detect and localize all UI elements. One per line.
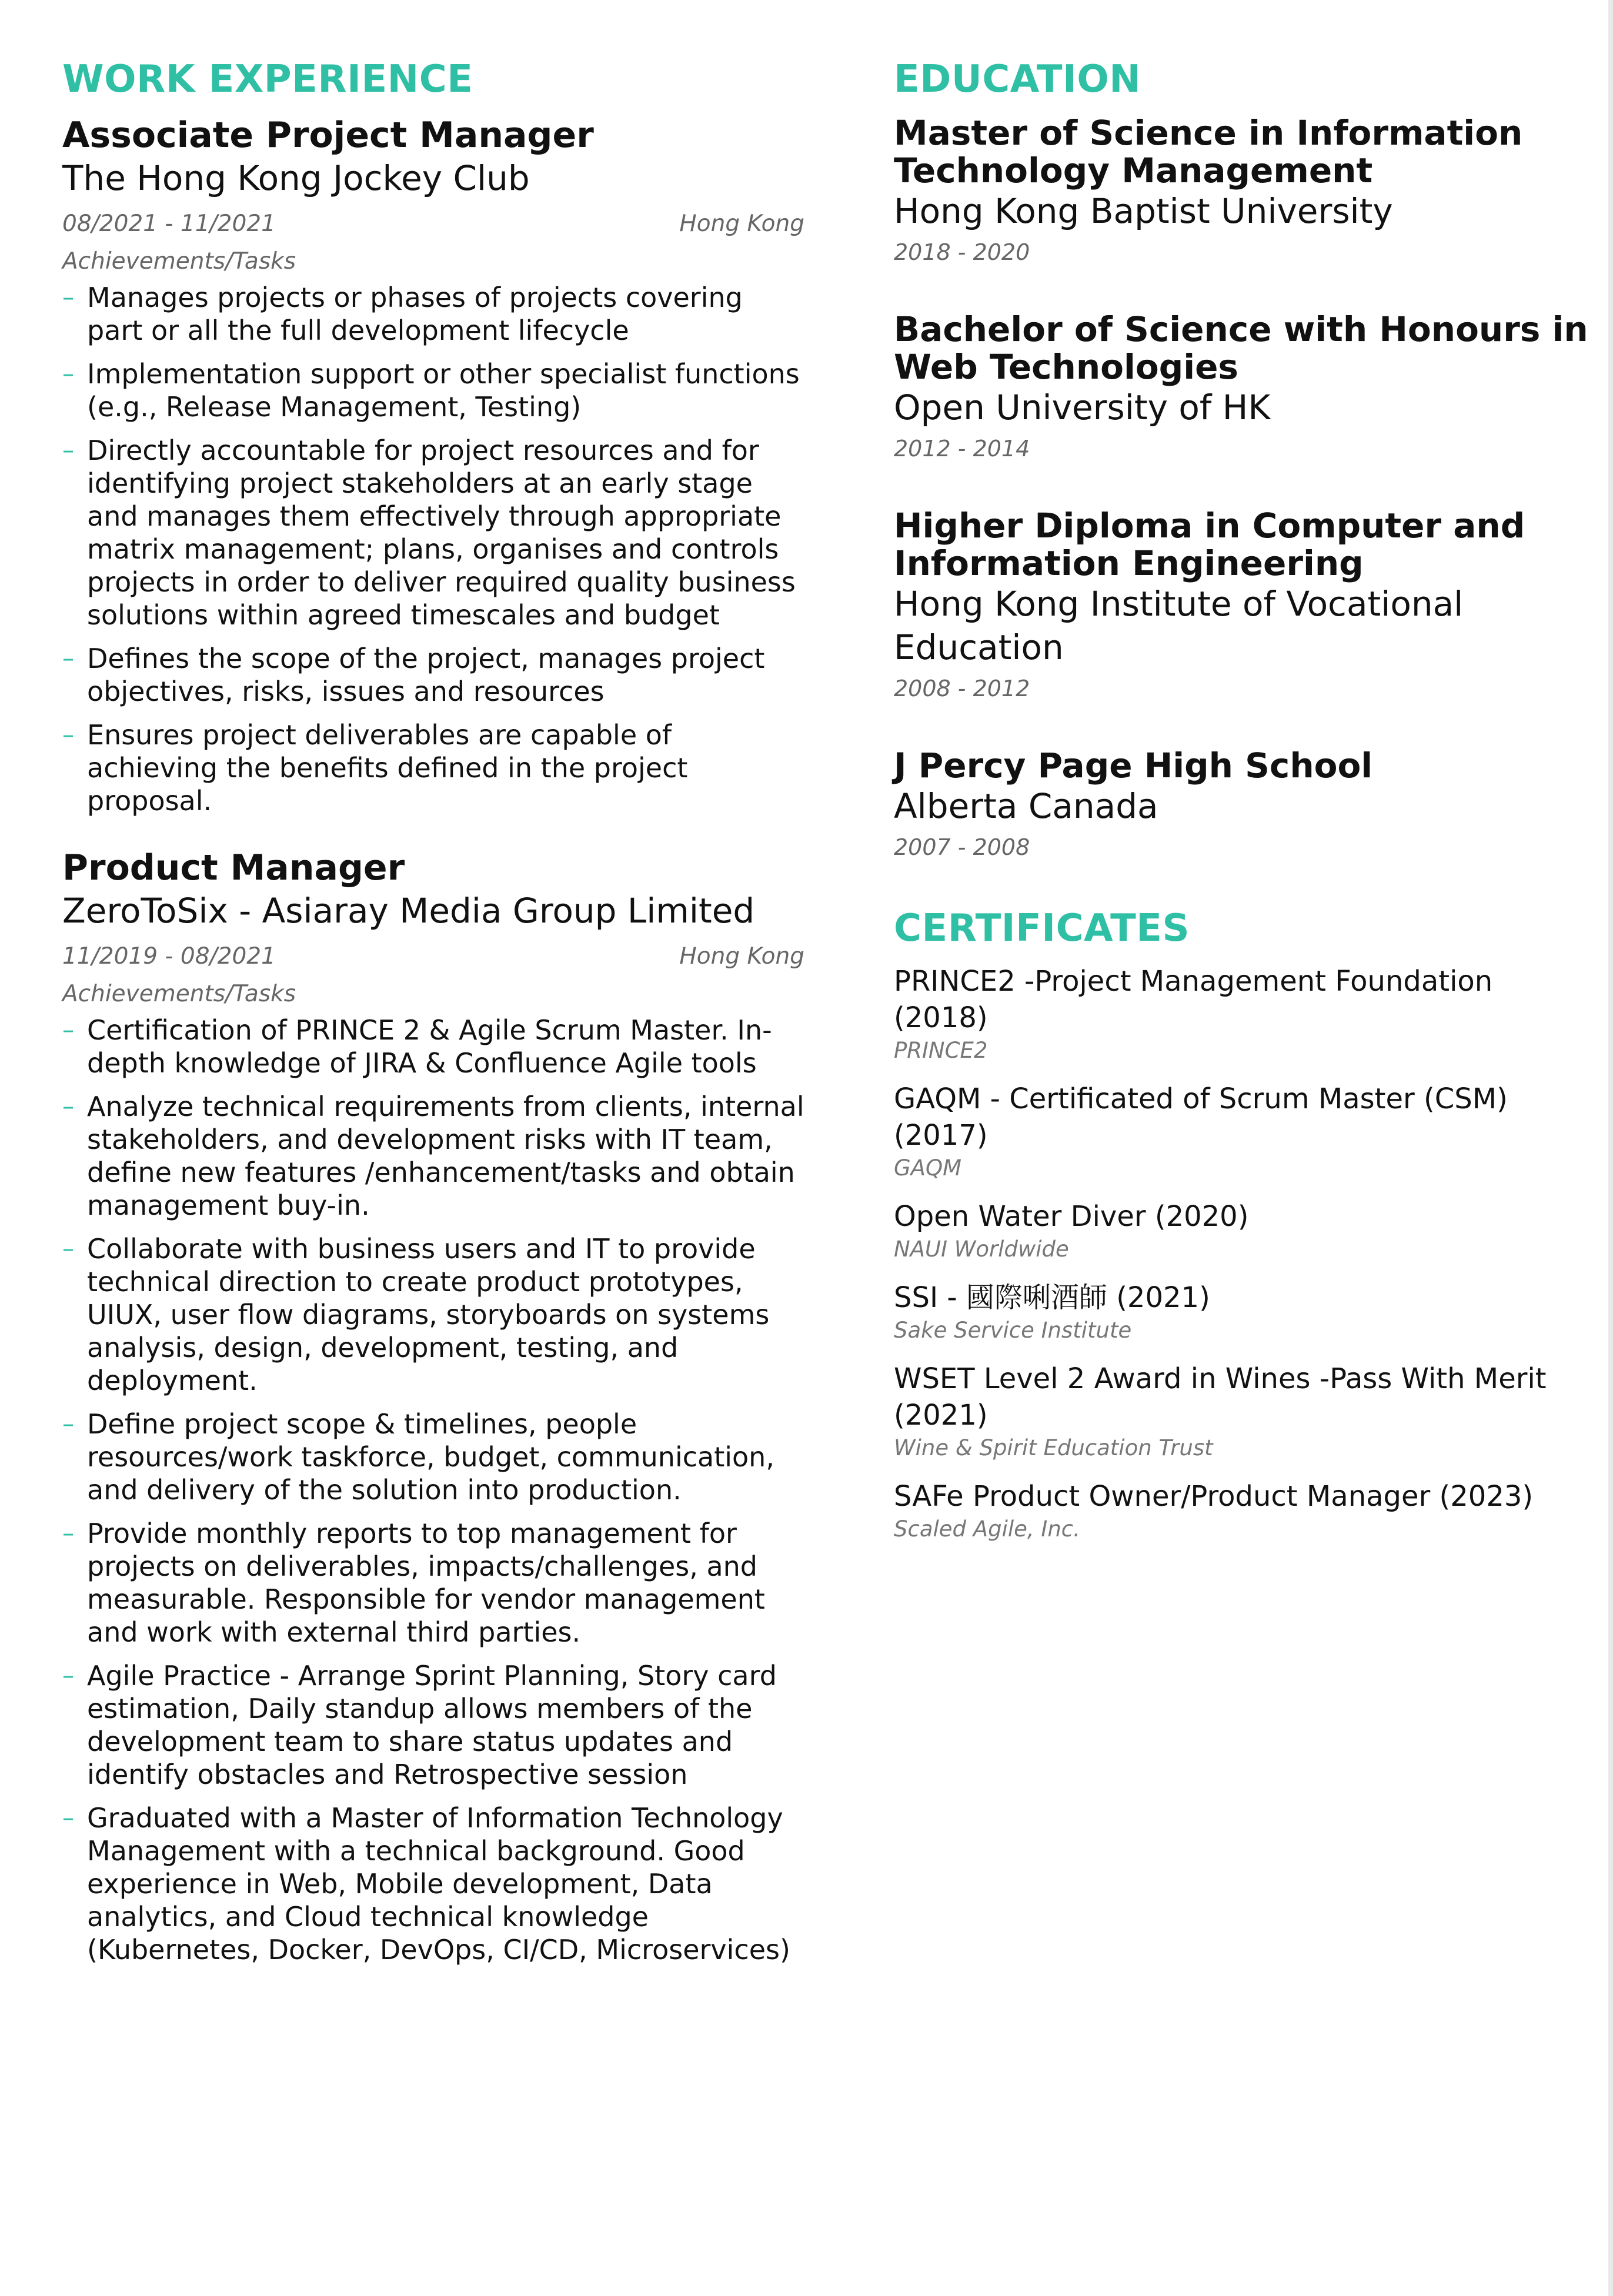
page-edge-divider: [1608, 0, 1613, 2296]
education-school: Open University of HK: [894, 387, 1271, 427]
certificate-entry: [894, 1478, 1591, 1544]
education-degree: J Percy Page High School: [894, 746, 1373, 786]
job-entry: [62, 114, 804, 817]
job-location: Hong Kong: [679, 943, 804, 970]
bullet-item: [62, 642, 804, 708]
education-dates: 2007 - 2008: [894, 834, 1030, 860]
dash-icon: –: [62, 1093, 74, 1120]
bullet-item: [62, 718, 804, 817]
dash-icon: –: [62, 1662, 74, 1689]
certificate-name: SSI - 國際唎酒師 (2021): [894, 1281, 1210, 1314]
certificate-issuer: GAQM: [894, 1155, 962, 1181]
bullet-item: [62, 1408, 804, 1506]
dash-icon: –: [62, 645, 74, 672]
education-degree: Higher Diploma in Computer and Information Engineering: [894, 506, 1525, 583]
bullet-text: Provide monthly reports to top management for projects on deliverables, impacts/challenges, and measurable. Responsible for vendor management and work with external third parties.: [87, 1518, 765, 1648]
certificate-issuer: Wine & Spirit Education Trust: [894, 1435, 1213, 1461]
job-location: Hong Kong: [679, 210, 804, 237]
work-experience-column: [62, 56, 804, 1996]
bullet-text: Define project scope & timelines, people resources/work taskforce, budget, communication, and delivery of the solution into production.: [87, 1408, 774, 1506]
education-degree: Master of Science in Information Technology Management: [894, 113, 1523, 191]
education-dates: 2008 - 2012: [894, 676, 1030, 701]
certificate-issuer: NAUI Worldwide: [894, 1236, 1069, 1262]
dash-icon: –: [62, 1520, 74, 1547]
job-company: The Hong Kong Jockey Club: [62, 158, 530, 198]
job-meta: [62, 203, 804, 245]
education-school: Hong Kong Baptist University: [894, 191, 1393, 231]
education-column: [894, 56, 1591, 1559]
certificate-entry: [894, 1279, 1591, 1345]
certificate-issuer: PRINCE2: [894, 1038, 988, 1063]
dash-icon: –: [62, 284, 74, 311]
education-entry: [894, 310, 1591, 468]
education-heading: EDUCATION: [894, 58, 1141, 101]
bullet-text: Analyze technical requirements from clients, internal stakeholders, and development risks with IT team, define new features /enhancement/tasks and obtain management buy-in.: [87, 1091, 804, 1221]
job-bullets: [62, 1014, 804, 1966]
bullet-text: Certification of PRINCE 2 & Agile Scrum Master. In-depth knowledge of JIRA & Confluence Agile tools: [87, 1014, 772, 1079]
education-entry: [894, 507, 1591, 708]
job-title: Associate Project Manager: [62, 115, 594, 156]
dash-icon: –: [62, 721, 74, 748]
bullet-item: [62, 1659, 804, 1791]
bullet-item: [62, 434, 804, 631]
bullet-text: Implementation support or other specialist functions (e.g., Release Management, Testing): [87, 358, 800, 423]
bullet-text: Defines the scope of the project, manages project objectives, risks, issues and resources: [87, 643, 765, 707]
education-school: Hong Kong Institute of Vocational Education: [894, 584, 1464, 667]
bullet-text: Agile Practice - Arrange Sprint Planning, Story card estimation, Daily standup allows members of the development team to share status updates and identify obstacles and Retrospective session: [87, 1660, 777, 1790]
job-subheading: Achievements/Tasks: [62, 981, 296, 1007]
bullet-item: [62, 1802, 804, 1966]
certificate-name: WSET Level 2 Award in Wines -Pass With Merit (2021): [894, 1362, 1547, 1432]
certificate-name: GAQM - Certificated of Scrum Master (CSM) (2017): [894, 1082, 1508, 1152]
dash-icon: –: [62, 437, 74, 464]
certificate-entry: [894, 1361, 1591, 1463]
certificates-section: [894, 905, 1591, 1544]
certificate-issuer: Sake Service Institute: [894, 1318, 1132, 1343]
certificate-name: SAFe Product Owner/Product Manager (2023): [894, 1480, 1534, 1513]
bullet-item: [62, 1232, 804, 1397]
education-dates: 2018 - 2020: [894, 239, 1030, 265]
bullet-text: Ensures project deliverables are capable of achieving the benefits defined in the project proposal.: [87, 719, 688, 817]
job-dates: 08/2021 - 11/2021: [62, 210, 276, 237]
job-bullets: [62, 281, 804, 817]
bullet-text: Graduated with a Master of Information Technology Management with a technical background. Good experience in Web, Mobile development, Data analytics, and Cloud technical knowledge (Kubernetes, Docker, DevOps, CI/CD, Microservices): [87, 1802, 790, 1966]
bullet-item: [62, 1090, 804, 1222]
dash-icon: –: [62, 1017, 74, 1044]
certificate-name: PRINCE2 -Project Management Foundation (2018): [894, 965, 1493, 1034]
education-school: Alberta Canada: [894, 786, 1158, 826]
bullet-item: [62, 1517, 804, 1649]
dash-icon: –: [62, 1804, 74, 1832]
education-degree: Bachelor of Science with Honours in Web Technologies: [894, 309, 1588, 387]
certificate-entry: [894, 1198, 1591, 1264]
job-meta: [62, 936, 804, 977]
certificates-heading: CERTIFICATES: [894, 907, 1190, 950]
certificate-name: Open Water Diver (2020): [894, 1200, 1249, 1233]
bullet-item: [62, 281, 804, 347]
job-entry: [62, 847, 804, 1966]
bullet-text: Directly accountable for project resources and for identifying project stakeholders at an early stage and manages them effectively through appropriate matrix management; plans, organises and controls projects in order to deliver required quality business solutions within agreed timescales and budget: [87, 435, 796, 631]
bullet-item: [62, 1014, 804, 1080]
work-experience-heading: WORK EXPERIENCE: [62, 58, 473, 101]
certificate-entry: [894, 1081, 1591, 1183]
job-subheading: Achievements/Tasks: [62, 248, 296, 275]
job-dates: 11/2019 - 08/2021: [62, 943, 276, 970]
certificate-entry: [894, 963, 1591, 1065]
job-title: Product Manager: [62, 847, 405, 888]
education-dates: 2012 - 2014: [894, 436, 1030, 462]
job-company: ZeroToSix - Asiaray Media Group Limited: [62, 891, 755, 931]
bullet-text: Manages projects or phases of projects covering part or all the full development lifecycle: [87, 282, 743, 346]
bullet-text: Collaborate with business users and IT to provide technical direction to create product prototypes, UIUX, user flow diagrams, storyboards on systems analysis, design, development, testing, and deployment.: [87, 1233, 770, 1396]
bullet-item: [62, 357, 804, 423]
education-entry: [894, 747, 1591, 867]
dash-icon: –: [62, 1235, 74, 1262]
education-entry: [894, 114, 1591, 272]
certificate-issuer: Scaled Agile, Inc.: [894, 1516, 1080, 1542]
dash-icon: –: [62, 1411, 74, 1438]
dash-icon: –: [62, 360, 74, 387]
